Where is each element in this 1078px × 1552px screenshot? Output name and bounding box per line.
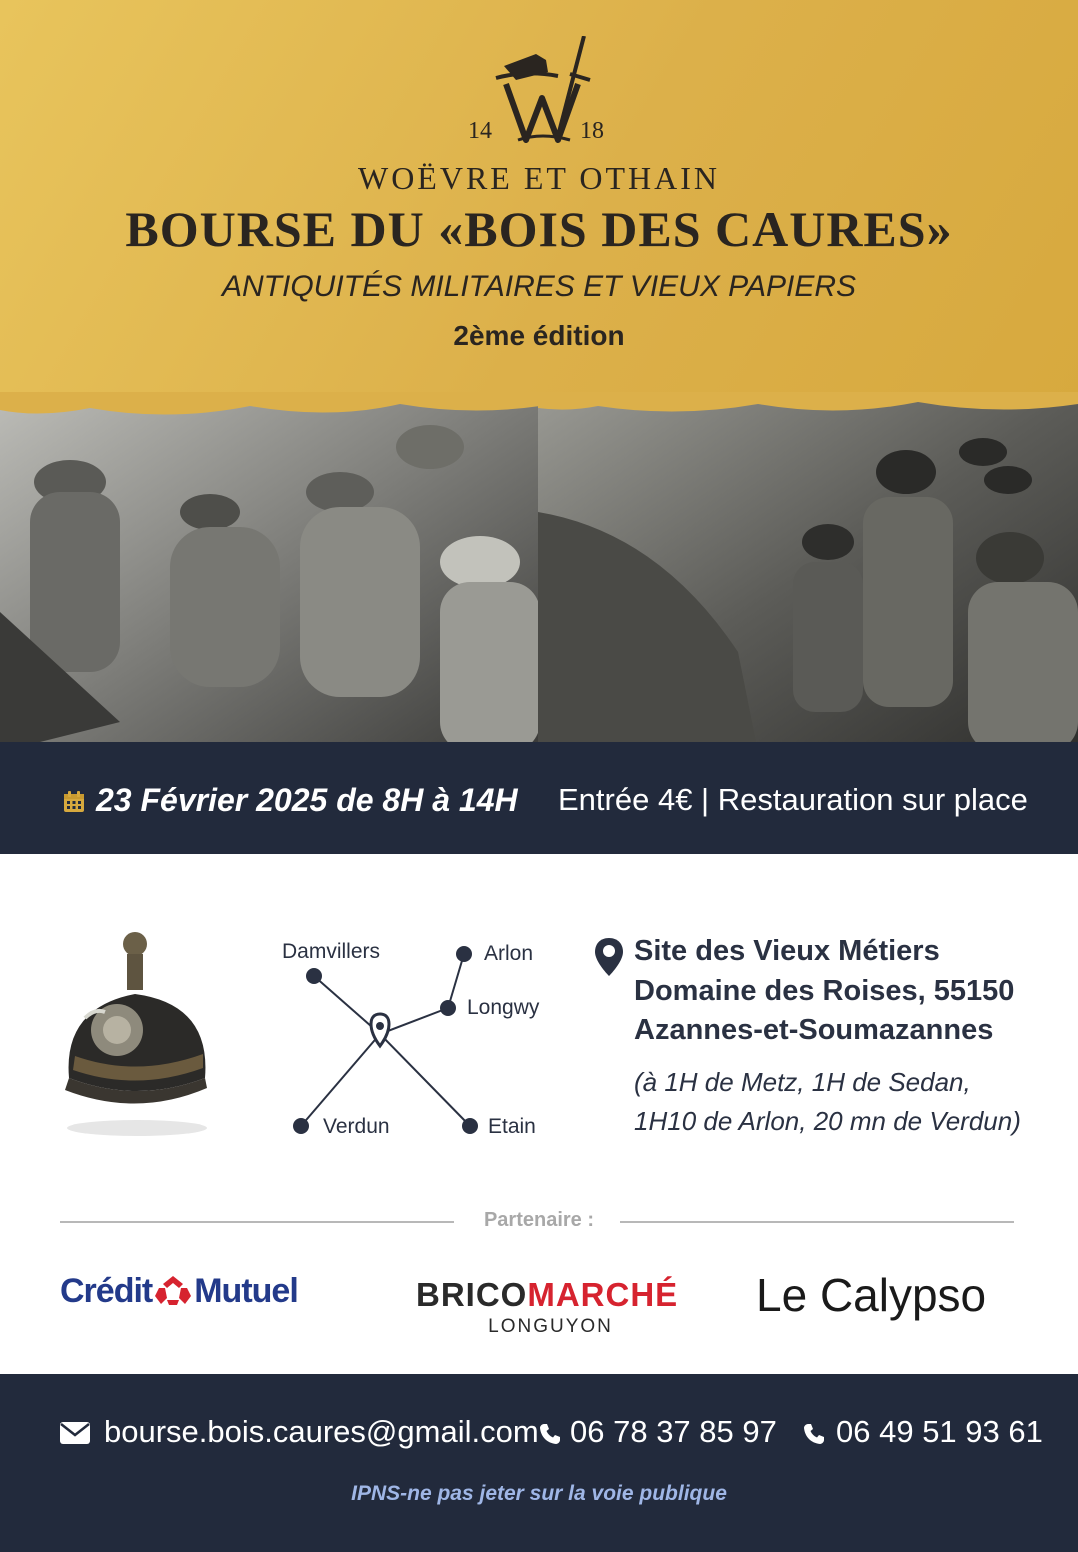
organization-name: WOËVRE ET OTHAIN [357,160,720,196]
map-label-etain: Etain [488,1115,536,1138]
address-line-2: Domaine des Roises, 55150 [634,975,1015,1007]
distance-line-2: 1H10 de Arlon, 20 mn de Verdun) [634,1106,1021,1136]
bricomarche-word-2: MARCHÉ [527,1276,679,1313]
distance-line-1: (à 1H de Metz, 1H de Sedan, [634,1067,971,1097]
credit-mutuel-logo [60,1272,298,1311]
ipns-notice: IPNS-ne pas jeter sur la voie publique [351,1482,727,1505]
historical-photos [0,392,1078,752]
subtitle: ANTIQUITÉS MILITAIRES ET VIEUX PAPIERS [221,270,856,303]
partners-label: Partenaire : [483,1209,595,1231]
map-label-longwy: Longwy [467,996,540,1019]
envelope-icon [60,1422,90,1444]
logo-year-start: 14 [468,118,492,144]
credit-mutuel-word-2: Mutuel [194,1272,298,1310]
contact-footer [0,1374,1078,1552]
french-soldiers-photo [0,392,540,752]
credit-mutuel-emblem-icon [153,1274,193,1306]
contact-phone-2[interactable]: 06 49 51 93 61 [836,1414,1043,1449]
bricomarche-location: LONGUYON [488,1316,613,1337]
phone-icon [538,1422,562,1446]
le-calypso-logo: Le Calypso [756,1269,987,1321]
german-soldiers-photo [538,392,1078,752]
logo-year-end: 18 [580,118,604,144]
address-line-3: Azannes-et-Soumazannes [634,1014,994,1046]
pickelhaube-helmet-image [55,928,220,1138]
contact-email[interactable]: bourse.bois.caures@gmail.com [104,1414,539,1449]
edition-label: 2ème édition [453,320,625,351]
calendar-icon [62,790,86,814]
contact-phone-1[interactable]: 06 78 37 85 97 [570,1414,777,1449]
bricomarche-logo [416,1276,678,1314]
map-label-arlon: Arlon [484,942,534,965]
bricomarche-word-1: BRICO [416,1276,528,1313]
map-label-verdun: Verdun [323,1115,390,1138]
address-line-1: Site des Vieux Métiers [634,935,940,967]
credit-mutuel-word-1: Crédit [60,1272,153,1310]
event-date: 23 Février 2025 de 8H à 14H [96,782,518,818]
page-title: BOURSE DU «BOIS DES CAURES» [125,201,953,257]
entry-and-catering: Entrée 4€ | Restauration sur place [558,782,1028,817]
location-pin-icon [594,936,624,978]
phone-icon [802,1422,826,1446]
map-label-damvillers: Damvillers [282,940,381,963]
